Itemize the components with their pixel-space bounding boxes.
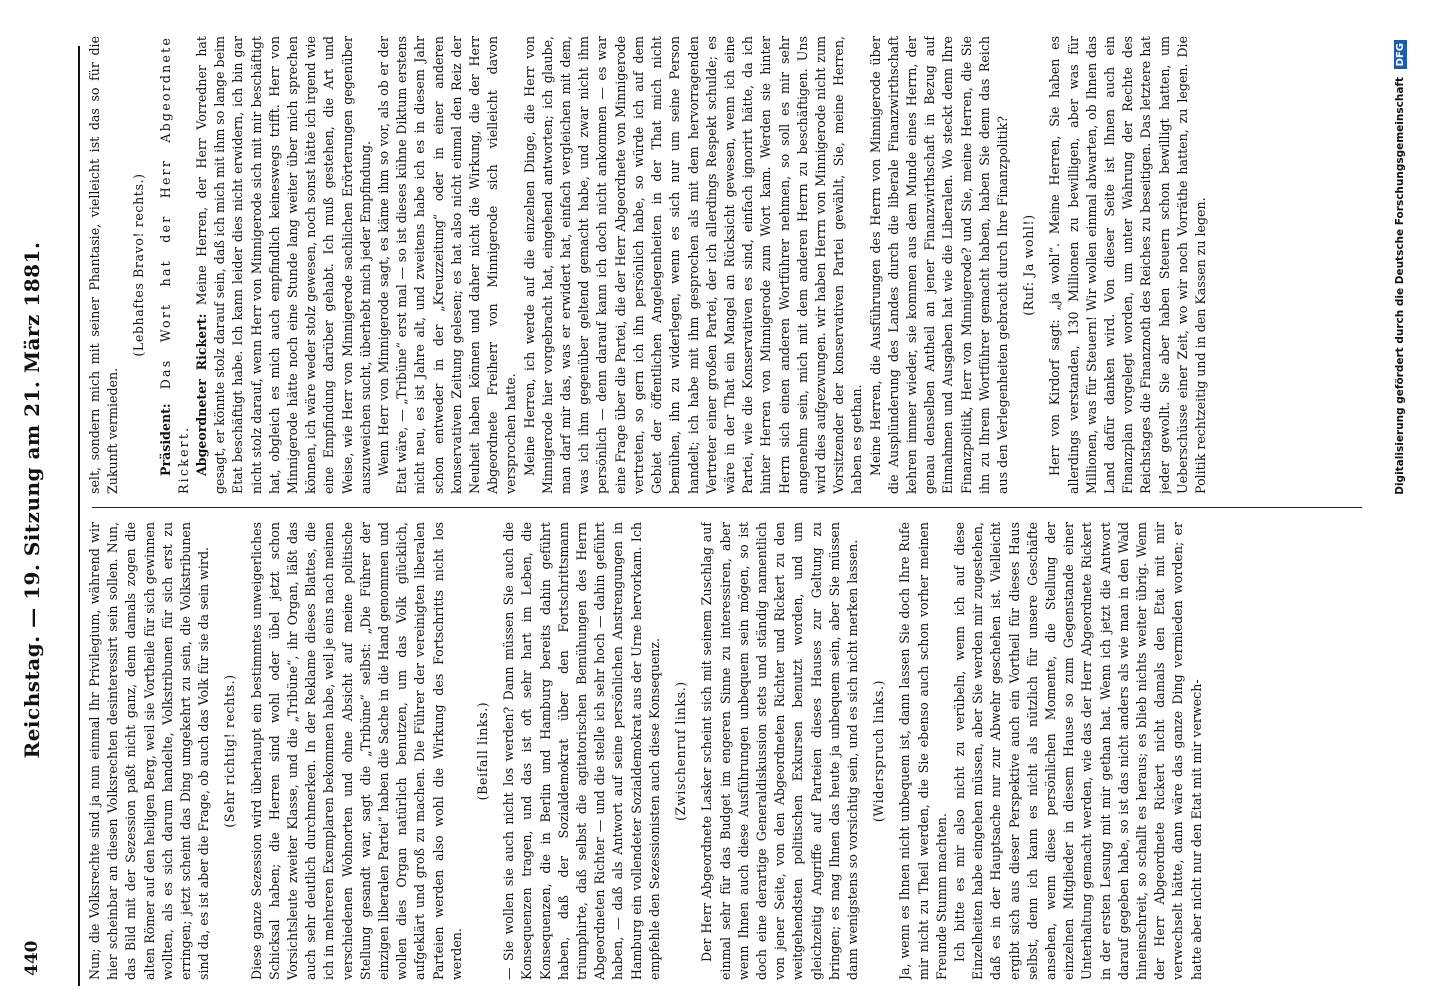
page-header [0,0,64,1000]
paragraph: Meine Herren, ich werde auf die einzelnen Dinge, die Herr von Minnigerode hier vorgebracht hat, eingehend antworten; ich glaube, man darf mir das, was er erwidert hat, einfach vergleichen mit dem, was ich ihm gegenüber geltend gemacht habe, und zwar nicht ihm persönlich — denn darauf kann ich doch nicht ankommen — es war eine Frage über die Partei, die der Herr Abgeordnete von Minnigerode vertreten, so gern ich ihn persönlich habe, so würde ich auf dem Gebiet der öffentlichen Angelegenheiten in der That mich nicht bemühen, ihn zu widerlegen, wenn es sich nur um seine Person handelt; ich habe mit ihm gesprochen als mit dem hervorragenden Vertreter einer großen Partei, der ich allerdings Respekt schulde; es wäre in der That ein Mangel an Rücksicht gewesen, wenn ich eine Partei, wie die Konservativen es sind, einfach ignorirt hätte, da ich hinter Herren von Minnigerode zum Wort kam. Werden sie hinter Herrn sich einen anderen Wortführer nehmen, so soll es mir sehr angenehm sein, mich mit dem anderen Herrn zu beschäftigen. Uns wird dies aufgezwungen. wir haben Herrn von Minnigerode nicht zum Vorsitzender der konservativen Partei gewählt, Sie, meine Herren, haben es gethan. [521,36,865,494]
header-rule [78,46,80,986]
paragraph: Nun; die Volksrechte sind ja nun einmal Ihr Privilegium, während wir hier scheinbar an diesen Volksrechten desinteressirt sein sollen. Nun, das Bild mit der Sezession paßt nicht ganz, denn damals zogen die alten Römer auf den heiligen Berg, weil sie Vortheile für sich gewinnen wollten, als es sich darum handelte, Volkstribunen für sich erst zu erringen; jetzt scheint das Ding umgekehrt zu sein, die Volkstribunen sind da, es ist aber die Frage, ob auch das Volk für sie da sein wird. [87,522,212,980]
interjection: (Sehr richtig! rechts.) [222,674,238,828]
paragraph: Meine Herren, die Ausführungen des Herrn von Minnigerode über die Ausplünderung des Landes durch die liberale Finanzwirthschaft kehren immer wieder, sie kommen aus dem Munde eines Herrn, der genau denselben Antheil an jener Finanzwirthschaft in Bezug auf Einnahmen und Ausgaben hat wie die Liberalen. Wo steckt denn Ihre Finanzpolitik, Herr von Minnigerode? und Sie, meine Herren, die Sie ihn zu Ihrem Wortführer gemacht haben, haben Sie denn das Reich aus den Verlegenheiten gebracht durch Ihre Finanzpolitik? [867,36,1010,494]
interjection: (Lebhaftes Bravo! rechts.) [131,173,147,357]
paragraph: Ich bitte es mir also nicht zu verübeln, wenn ich auf diese Einzelheiten habe eingehen müssen, aber Sie werden mir zugestehen, daß es in der Hauptsache nur zur Abwehr geschehen ist. Vielleicht ergibt sich aus dieser Perspektive auch ein Vortheil für dieses Haus selbst, denn ich kann es nicht als nützlich für unsere Geschäfte ansehen, wenn diese persönlichen Momente, die Stellung der einzelnen Mitglieder in diesem Hause so zum Gegenstande einer Unterhaltung gemacht werden, wie das der Herr Abgeordnete Rickert in der ersten Lesung mit mir gethan hat. Wenn ich jetzt die Antwort darauf gegeben habe, so ist das nicht anders als wie man in den Wald hineinschreit, so schallt es heraus; es blieb nichts weiter übrig. Wenn der Herr Abgeordnete Rickert nicht damals den Etat mit mir verwechselt hätte, dann wäre das ganze Ding vermieden worden; er hatte aber nicht nur den Etat mit mir verwech- [951,522,1204,980]
right-column [86,36,1376,494]
president-label: Präsident: [157,403,173,476]
column-divider [92,507,1362,508]
speech-opening [193,36,375,494]
paragraph: Herr von Kirdorf sagt: „ja wohl“. Meine Herren, Sie haben es allerdings verstanden, 130 Millionen zu bewilligen, aber was für Millionen, was für Steuern! Wir wollen einmal abwarten, ob Ihnen das Land dafür danken wird. Von dieser Seite ist Ihnen auch ein Finanzplan vorgelegt worden, um unter Wahrung der Rechte des Reichstages die Finanznoth des Reiches zu beseitigen. Das letztere hat jeder gewollt. Sie aber haben Steuern schon bewilligt hatten, um Ueberschüsse einer Zeit, wo wir noch Vorräthe hatten, zu legen. Die Politik rechtzeitig und in den Kassen zu legen. [1047,36,1208,494]
president-statement [157,36,193,494]
speech-text: Meine Herren, der Herr Vorredner hat gesagt, er könnte stolz darauf sein, daß ich mich mit ihm so lange beim Etat beschäftigt habe. Ich kann leider dies nicht erwidern, ich bin gar nicht stolz darauf, wenn Herr von Minnigerode sich mit mir beschäftigt hat, obgleich es mich auch empfindlich keineswegs trifft. Herr von Minnigerode hätte noch eine Stunde lang weiter über mich sprechen können, ich wäre weder stolz gewesen, noch sonst hätte ich irgend wie eine Empfindung darüber gehabt. Ich muß gestehen, die Art und Weise, wie Herr von Minnigerode sachlichen Erörterungen gegenüber auszuweichen sucht, überhebt mich jeder Empfindung. [194,36,373,494]
interjection: (Beifall links.) [475,701,491,801]
interjection: (Zwischenruf links.) [673,681,689,821]
paragraph: Diese ganze Sezession wird überhaupt ein bestimmtes unweigerliches Schicksal haben; die Herren sind wohl oder übel jetzt schon Vorsichtsleute zweiter Klasse, und die „Tribüne“, ihr Organ, läßt das auch sehr deutlich durchmerken. In der Reklame dieses Blattes, die ich in mehreren Exemplaren bekommen habe, weil je eins nach meinen verschiedenen Wohnorten und ohne Absicht auf meine politische Stellung gesandt war, sagt die „Tribüne“ selbst: „Die Führer der einzigen liberalen Partei“ haben die Sache in die Hand genommen und wollen dies Organ natürlich benutzen, um das Volk glücklich, aufgeklärt und groß zu machen. Die Führer der vereinigten liberalen Parteien werden also wohl die Wirkung des Fortschritts nicht los werden. [248,522,464,980]
digitization-credit [1394,40,1407,980]
paragraph: Wenn Herr von Minnigerode sagt, es käme ihm so vor, als ob er der Etat wäre, — „Tribüne“ erst mal — so ist dieses kühne Diktum erstens nicht neu, es ist Jahre alt, und zweitens habe ich es in diesem Jahr schon entweder in der „Kreuzzeitung“ oder in einer anderen konservativen Zeitung gelesen; es hat also nicht einmal den Reiz der Neuheit haben können und daher nicht die Wirkung, die der Herr Abgeordnete Freiherr von Minnigerode sich vielleicht davon versprochen hatte. [376,36,519,494]
left-column [86,522,1376,980]
dfg-logo: DFG [1394,40,1407,69]
running-title: Reichstag. — 19. Sitzung am 21. März 1881. [20,241,44,759]
interjection: (Widerspruch links.) [871,679,887,823]
page-number: 440 [22,940,42,976]
paragraph: Ja, wenn es Ihnen nicht unbequem ist, dann lassen Sie doch Ihre Rufe mir nicht zu Theil werden, die Sie ebenso auch schon vorher meinen Freunde Stumm machten. [897,522,949,980]
paragraph: Der Herr Abgeordnete Lasker scheint sich mit seinem Zuschlag auf einmal sehr für das Budget im engeren Sinne zu interessiren, aber wenn Ihnen auch diese Ausführungen unbequem sein mögen, so ist doch eine derartige Generaldiskussion stets und ständig namentlich von jener Seite, von den Abgeordneten Richter und Rickert zu den weitgehendsten politischen Exkursen benutzt worden, und um gleichzeitig Angriffe auf Parteien dieses Hauses zur Geltung zu bringen; es mag Ihnen das heute ja unbequem sein, aber Sie müssen dann wenigstens so vorsichtig sein, und es sich nicht merken lassen. [699,522,860,980]
paragraph: — Sie wollen sie auch nicht los werden? Dann müssen Sie auch die Konsequenzen tragen, und das ist oft sehr hart im Leben, die Konsequenzen, die in Berlin und Hamburg bereits dahin geführt haben, daß der Sozialdemokrat über den Fortschrittsmann triumphirte, daß selbst die agitatorischen Bemühungen des Herrn Abgeordneten Richter — und die stelle ich sehr hoch — dahin geführt haben, — daß als Antwort auf seine persönlichen Anstrengungen in Hamburg ein vollendeter Sozialdemokrat aus der Urne hervorkam. Ich empfehle den Sezessionisten auch diese Konsequenz. [501,522,662,980]
credit-text: Digitalisierung gefördert durch die Deutsche Forschungsgemeinschaft [1394,77,1406,495]
president-text: Das Wort hat der Herr Abgeordnete Rickert. [157,36,191,494]
interjection: (Ruf: Ja wohl!) [1021,214,1037,316]
speaker-label: Abgeordneter Rickert: [194,313,210,476]
paragraph: selt, sondern mich mit seiner Phantasie, vielleicht ist das so für die Zukunft vermieden. [87,36,121,494]
